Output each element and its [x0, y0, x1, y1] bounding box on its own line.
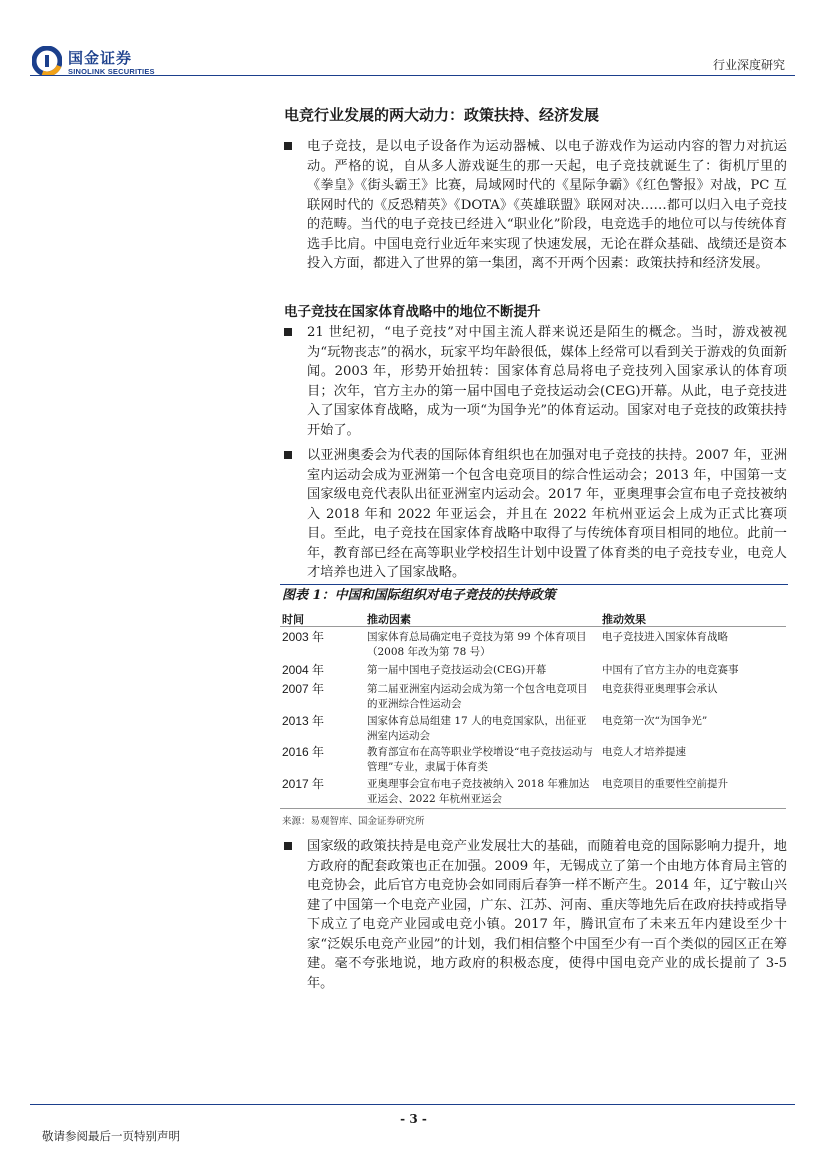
bullet-paragraph-2: [284, 323, 787, 440]
table-bottom-rule: [280, 808, 786, 809]
header-divider: [30, 75, 795, 76]
bullet-square-icon: [284, 451, 292, 459]
sinolink-logo-icon: [32, 46, 62, 76]
bullet-paragraph-4: [284, 837, 787, 993]
cell-factor: 国家体育总局组建 17 人的电竞国家队，出征亚洲室内运动会: [367, 715, 587, 742]
cell-effect: 电竞获得亚奥理事会承认: [602, 683, 718, 695]
table-title: 图表 1：中国和国际组织对电子竞技的扶持政策: [280, 584, 788, 607]
company-logo: [32, 46, 162, 78]
table-source: 来源：易观智库、国金证券研究所: [282, 816, 425, 827]
bullet-square-icon: [284, 328, 292, 336]
page-number: - 3 -: [400, 1112, 427, 1126]
cell-year: 2007 年: [282, 682, 325, 696]
cell-factor: 第一届中国电子竞技运动会(CEG)开幕: [367, 664, 547, 676]
table-header: [280, 608, 786, 627]
cell-factor: 亚奥理事会宣布电子竞技被纳入 2018 年雅加达亚运会、2022 年杭州亚运会: [367, 778, 590, 805]
cell-effect: 电竞项目的重要性空前提升: [602, 778, 728, 790]
cell-year: 2003 年: [282, 630, 325, 644]
cell-effect: 电子竞技进入国家体育战略: [602, 631, 728, 643]
cell-factor: 国家体育总局确定电子竞技为第 99 个体育项目（2008 年改为第 78 号）: [367, 631, 587, 658]
disclaimer-note: 敬请参阅最后一页特别声明: [42, 1129, 180, 1143]
cell-year: 2016 年: [282, 745, 325, 759]
logo-text-en: SINOLINK SECURITIES: [68, 67, 155, 76]
cell-year: 2017 年: [282, 777, 325, 791]
bullet-paragraph-1: [284, 137, 787, 274]
bullet-paragraph-3: [284, 446, 787, 583]
cell-effect: 中国有了官方主办的电竞赛事: [602, 664, 739, 676]
column-header-year: 时间: [282, 613, 304, 626]
cell-year: 2004 年: [282, 663, 325, 677]
column-header-factor: 推动因素: [367, 613, 411, 626]
paragraph-text: 21 世纪初，“电子竞技”对中国主流人群来说还是陌生的概念。当时，游戏被视为“玩物丧志”的祸水，玩家平均年龄很低，媒体上经常可以看到关于游戏的负面新闻。2003 年，形势开始扭转：国家体育总局将电子竞技列入国家承认的体育项目；次年，官方主办的第一届中国电子竞技运动会(CEG)开幕。从此，电子竞技进入了国家体育战略，成为一项“为国争光”的体育运动。国家对电子竞技的政策扶持开始了。: [307, 325, 787, 438]
column-header-effect: 推动效果: [602, 613, 646, 626]
cell-effect: 电竞人才培养提速: [602, 746, 686, 758]
cell-factor: 第二届亚洲室内运动会成为第一个包含电竞项目的亚洲综合性运动会: [367, 683, 588, 710]
paragraph-text: 国家级的政策扶持是电竞产业发展壮大的基础，而随着电竞的国际影响力提升，地方政府的配套政策也正在加强。2009 年，无锡成立了第一个由地方体育局主管的电竞协会，此后官方电竞协会如同雨后春笋一样不断产生。2014 年，辽宁鞍山兴建了中国第一个电竞产业园，广东、江苏、河南、重庆等地先后在政府扶持或指导下成立了电竞产业园或电竞小镇。2017 年，腾讯宣布了未来五年内建设至少十家“泛娱乐电竞产业园”的计划，我们相信整个中国至少有一百个类似的园区正在筹建。毫不夸张地说，地方政府的积极态度，使得中国电竞产业的成长提前了 3-5 年。: [307, 839, 787, 991]
logo-text-cn: 国金证券: [68, 49, 133, 67]
paragraph-text: 以亚洲奥委会为代表的国际体育组织也在加强对电子竞技的扶持。2007 年，亚洲室内运动会成为亚洲第一个包含电竞项目的综合性运动会；2013 年，中国第一支国家级电竞代表队出征亚洲室内运动会。2017 年，亚奥理事会宣布电子竞技被纳入 2018 年和 2022 年亚运会，并且在 2022 年杭州亚运会上成为正式比赛项目。至此，电子竞技在国家体育战略中取得了与传统体育项目相同的地位。此前一年，教育部已经在高等职业学校招生计划中设置了体育类的电子竞技专业，电竞人才培养也进入了国家战略。: [307, 448, 787, 580]
bullet-square-icon: [284, 142, 292, 150]
paragraph-text: 电子竞技，是以电子设备作为运动器械、以电子游戏作为运动内容的智力对抗运动。严格的说，自从多人游戏诞生的那一天起，电子竞技就诞生了：街机厅里的《拳皇》《街头霸王》比赛，局域网时代的《星际争霸》《红色警报》对战，PC 互联网时代的《反恐精英》《DOTA》《英雄联盟》联网对决……都可以归入电子竞技的范畴。当代的电子竞技已经进入“职业化”阶段，电竞选手的地位可以与传统体育选手比肩。中国电竞行业近年来实现了快速发展，无论在群众基础、战绩还是资本投入方面，都进入了世界的第一集团，离不开两个因素：政策扶持和经济发展。: [307, 139, 787, 271]
subheading: 电子竞技在国家体育战略中的地位不断提升: [284, 304, 541, 320]
cell-effect: 电竞第一次“为国争光”: [602, 715, 708, 727]
section-title: 电竞行业发展的两大动力：政策扶持、经济发展: [284, 106, 600, 124]
cell-year: 2013 年: [282, 714, 325, 728]
cell-factor: 教育部宣布在高等职业学校增设“电子竞技运动与管理”专业，隶属于体育类: [367, 746, 593, 773]
bullet-square-icon: [284, 842, 292, 850]
footer-divider: [30, 1104, 795, 1105]
report-type: 行业深度研究: [712, 58, 785, 72]
